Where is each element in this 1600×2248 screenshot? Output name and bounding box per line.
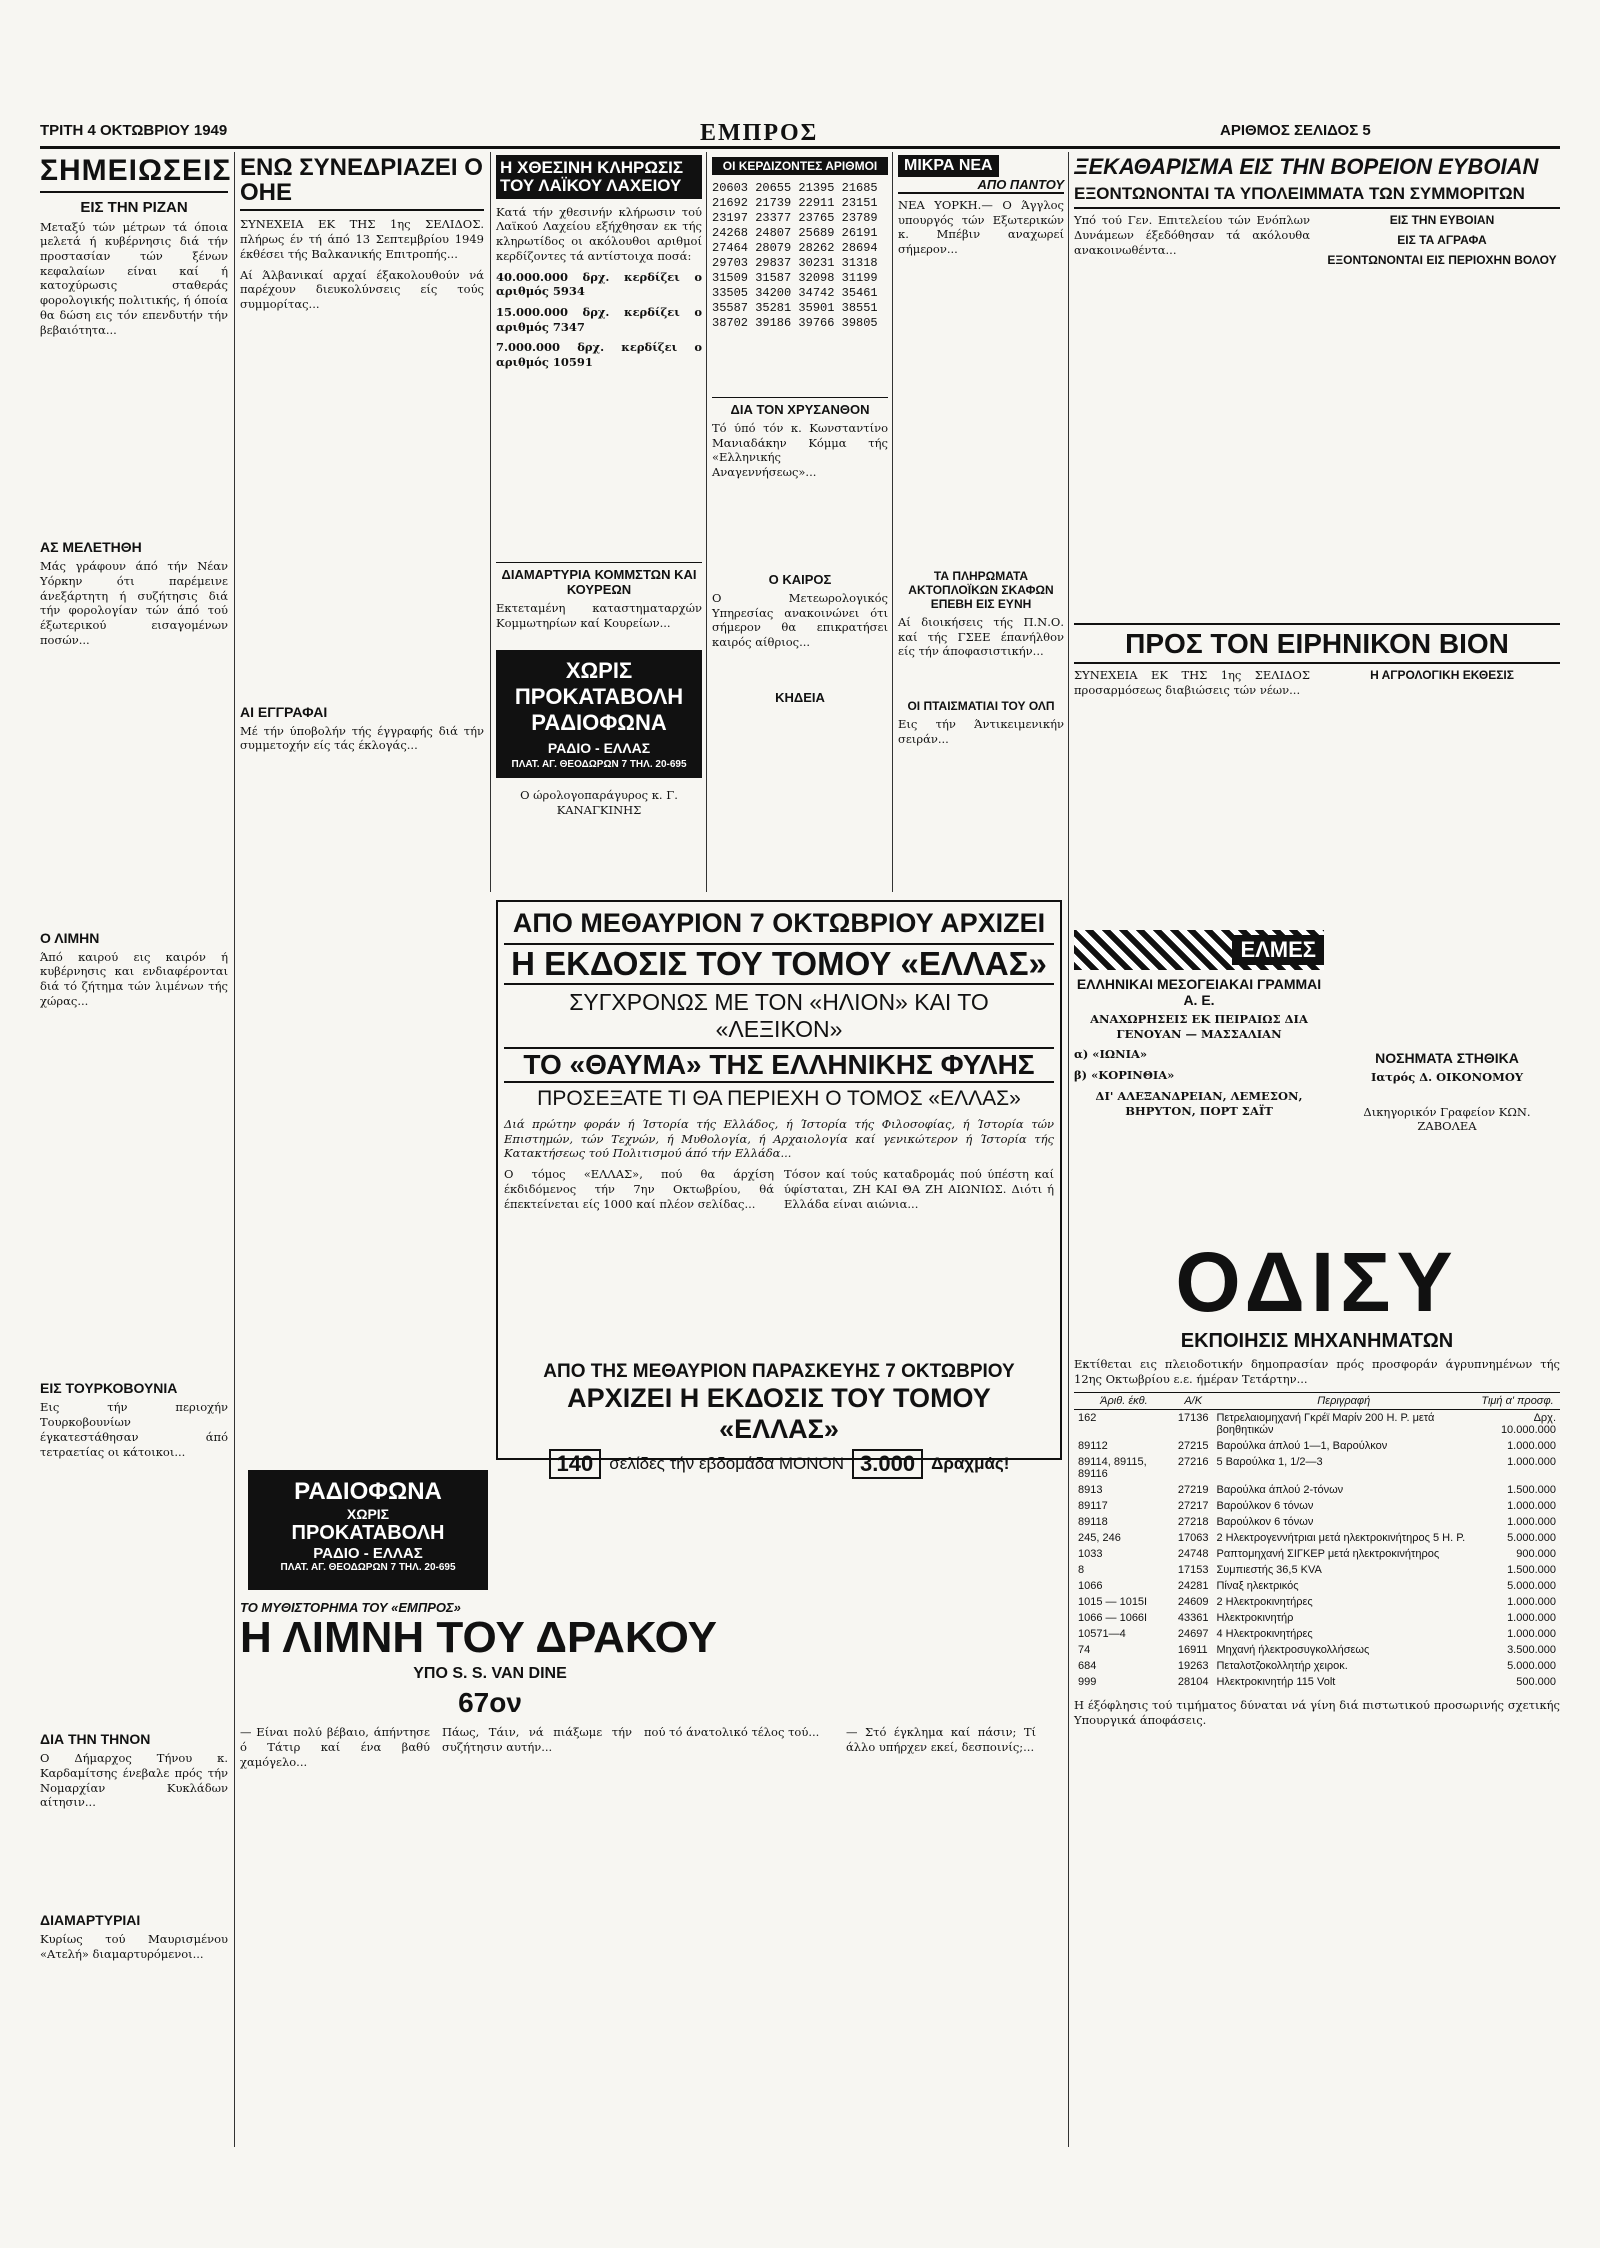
odisy-table-row <box>1074 1610 1560 1626</box>
odisy-table-header: Τιμή α' προσφ. <box>1475 1393 1560 1410</box>
odisy-table-cell: 1066 — 1066Ι <box>1078 1612 1148 1625</box>
odisy-table-cell: 16911 <box>1177 1644 1208 1657</box>
notes-text-1: Μεταξύ τών μέτρων τά όποια μελετά ή κυβέρνησις διά τήν προστασίαν τών ξένων κεφαλαίων είναι καί ή κατοχύρωσις σταθεράς φορολογικής πολιτικής, ή όποία θα δώση εις τόν επενδυτήν τήν βεβαιότητα... <box>40 219 228 337</box>
short-news-text-1: ΝΕΑ ΥΟΡΚΗ.— Ο Άγγλος υπουργός τών Εξωτερικών κ. Μπέβιν αναχωρεί σήμερον... <box>898 198 1064 257</box>
notes-title: ΣΗΜΕΙΩΣΕΙΣ <box>40 155 228 193</box>
odisy-table-cell: 1.000.000 <box>1507 1456 1556 1469</box>
clinic-doctor: Ιατρός Δ. ΟΙΚΟΝΟΜΟΥ <box>1370 1070 1524 1084</box>
un-sub: ΑΙ ΕΓΓΡΑΦΑΙ <box>240 703 328 720</box>
odisy-table-cell: 684 <box>1078 1660 1097 1673</box>
short-news-title: ΜΙΚΡΑ ΝΕΑ <box>898 155 999 177</box>
elmes-ship-2: β) «ΚΟΡΙΝΘΙΑ» <box>1074 1068 1175 1083</box>
odisy-table-row <box>1074 1454 1560 1482</box>
numbers-column <box>712 155 888 895</box>
un-text-3: Μέ τήν ύποβολήν τής έγγραφής διά τήν συμμετοχήν είς τάς έκλογάς... <box>240 723 484 753</box>
novel-text-1: — Είναι πολύ βέβαιο, άπήντησε ό Τάτιρ καί ένα βαθύ χαμόγελο... <box>240 1725 430 1769</box>
odisy-table-row <box>1074 1642 1560 1658</box>
odisy-table-cell: 1.000.000 <box>1507 1628 1556 1641</box>
radio-ad-small <box>496 650 702 778</box>
odisy-table <box>1074 1392 1560 1690</box>
notes-filler <box>40 1014 228 1374</box>
odisy-table-row <box>1074 1498 1560 1514</box>
odisy-table-cell: 1.000.000 <box>1507 1612 1556 1625</box>
promo-intro: Διά πρώτην φοράν ή Ίστορία τής Ελλάδος, ή Ίστορία τής Φιλοσοφίας, ή Ίστορία τών Επιστημών, τών Τεχνών, ή Μυθολογία, ή Αρχαιολογία καί γενικώτερον ή Ίστορία τής Κατακτήσεως τού Πολιτισμού άπό τήν Ελλάδα... <box>504 1117 1054 1161</box>
notes-filler <box>40 654 228 924</box>
odisy-table-cell: 1.000.000 <box>1507 1500 1556 1513</box>
evia-sub-3: ΕΙΣ ΤΑ ΑΓΡΑΦΑ <box>1397 233 1487 248</box>
odisy-table-cell: 24697 <box>1177 1628 1209 1641</box>
odisy-table-cell: Βαρούλκον 6 τόνων <box>1216 1516 1314 1529</box>
masthead-paper-name: ΕΜΠΡΟΣ <box>700 120 819 146</box>
lottery-headline: Η ΧΘΕΣΙΝΗ ΚΛΗΡΩΣΙΣ ΤΟΥ ΛΑΪΚΟΥ ΛΑΧΕΙΟΥ <box>496 155 702 199</box>
odisy-table-cell: 4 Ηλεκτροκινητήρες <box>1216 1628 1313 1641</box>
radio-ad-small-line-3: ΠΛΑΤ. ΑΓ. ΘΕΟΔΩΡΩΝ 7 ΤΗΛ. 20-695 <box>511 759 687 771</box>
odisy-title: ΟΔΙΣΥ <box>1175 1235 1459 1329</box>
law-office: Δικηγορικόν Γραφείον ΚΩΝ. ΖΑΒΟΛΕΑ <box>1363 1104 1531 1134</box>
odisy-table-cell: 27218 <box>1177 1516 1209 1529</box>
evia-body <box>1074 213 1560 623</box>
promo-col-a: Ο τόμος «ΕΛΛΑΣ», πού θα άρχίση έκδιδόμενος τήν 7ην Οκτωβρίου, θά έπεκτείνεται είς 1000 καί πλέον σελίδας... <box>504 1167 774 1211</box>
lottery-prize-2: 15.000.000 δρχ. κερδίζει ο αριθμός 7347 <box>496 305 702 334</box>
odisy-intro: Εκτίθεται εις πλειοδοτικήν δημοπρασίαν πρός προσφοράν άγρυπνημένων τής 12ης Οκτωβρίου ε.ε. ήμέραν Τετάρτην... <box>1074 1357 1560 1386</box>
odisy-table-row <box>1074 1410 1560 1439</box>
odisy-table-cell: 1033 <box>1078 1548 1103 1561</box>
un-article <box>240 155 484 895</box>
promo-line-4: ΤΟ «ΘΑΥΜΑ» ΤΗΣ ΕΛΛΗΝΙΚΗΣ ΦΥΛΗΣ <box>504 1047 1054 1083</box>
numbers-filler <box>712 331 888 391</box>
odisy-table-cell: 162 <box>1078 1412 1097 1425</box>
elmes-route-1: ΑΝΑΧΩΡΗΣΕΙΣ ΕΚ ΠΕΙΡΑΙΩΣ ΔΙΑ ΓΕΝΟΥΑΝ — ΜΑΣΣΑΛΙΑΝ <box>1090 1012 1308 1041</box>
odisy-table-cell: 5.000.000 <box>1507 1532 1556 1545</box>
odisy-table-cell: 3.500.000 <box>1507 1644 1556 1657</box>
chrysanthos-text: Τό ύπό τόν κ. Κωνσταντίνο Μανιαδάκην Κόμμα τής «Ελληνικής Αναγεννήσεως»... <box>712 421 888 480</box>
column-divider <box>234 152 235 2147</box>
odisy-table-header: Περιγραφή <box>1212 1393 1475 1410</box>
elmes-logo-text: ΕΛΜΕΣ <box>1232 935 1324 965</box>
odisy-table-cell: Δρχ. 10.000.000 <box>1500 1412 1556 1437</box>
odisy-table-cell: 245, 246 <box>1078 1532 1121 1545</box>
novel-section <box>240 1600 1066 2145</box>
lottery-prize-3: 7.000.000 δρχ. κερδίζει ο αριθμός 10591 <box>496 340 702 370</box>
novel-body <box>240 1725 1066 1775</box>
numbers-title: ΟΙ ΚΕΡΔΙΖΟΝΤΕΣ ΑΡΙΘΜΟΙ <box>712 157 888 175</box>
odisy-table-row <box>1074 1546 1560 1562</box>
promo-pages-text: σελίδες τήν εβδομάδα ΜΟΝΟΝ <box>609 1454 845 1474</box>
odisy-table-cell: 8 <box>1078 1564 1085 1577</box>
un-headline: ΕΝΩ ΣΥΝΕΔΡΙΑΖΕΙ Ο ΟΗΕ <box>240 155 484 211</box>
column-divider <box>892 152 893 892</box>
novel-label: ΤΟ ΜΥΘΙΣΤΟΡΗΜΑ ΤΟΥ «ΕΜΠΡΟΣ» <box>240 1600 461 1615</box>
notes-sub-6: ΔΙΑΜΑΡΤΥΡΙΑΙ <box>40 1912 141 1929</box>
peace-headline: ΠΡΟΣ ΤΟΝ ΕΙΡΗΝΙΚΟΝ ΒΙΟΝ <box>1074 623 1560 664</box>
odisy-table-cell: Μηχανή ήλεκτροσυγκολλήσεως <box>1216 1644 1370 1657</box>
masthead-date: ΤΡΙΤΗ 4 ΟΚΤΩΒΡΙΟΥ 1949 <box>40 122 228 139</box>
elmes-logo <box>1074 930 1324 970</box>
peace-body <box>1074 668 1560 697</box>
odisy-table-row <box>1074 1482 1560 1498</box>
notes-text-6: Κυρίως τού Μαυρισμένου «Ατελή» διαμαρτυρόμενοι... <box>40 1932 228 1961</box>
barbers-text: Εκτεταμένη καταστηματαρχών Κομμωτηρίων καί Κουρείων... <box>496 600 702 630</box>
numbers-row: 27464 28079 28262 28694 <box>712 241 878 255</box>
jeweler-notice: Ο ώρολογοπαράγυρος κ. Γ. ΚΑΝΑΓΚΙΝΗΣ <box>520 788 678 818</box>
column-divider <box>1068 152 1069 2147</box>
odisy-table-header: Α/Κ <box>1174 1393 1213 1410</box>
crews-text: Αί διοικήσεις τής Π.Ν.Ο. καί τής ΓΣΕΕ έπανήλθον είς τήν άποφασιστικήν... <box>898 614 1064 659</box>
promo-price: 3.000 <box>852 1449 923 1479</box>
elmes-ad <box>1074 930 1560 1230</box>
odisy-subtitle: ΕΚΠΟΙΗΣΙΣ ΜΗΧΑΝΗΜΑΤΩΝ <box>1180 1330 1454 1352</box>
odisy-table-cell: 27215 <box>1177 1440 1209 1453</box>
olp-headline: ΟΙ ΠΤΑΙΣΜΑΤΙΑΙ ΤΟΥ ΟΛΠ <box>907 699 1055 714</box>
notes-filler <box>40 343 228 533</box>
short-news-filler <box>898 263 1064 563</box>
odisy-table-cell: Πίναξ ηλεκτρικός <box>1216 1580 1299 1593</box>
weather-text: Ο Μετεωρολογικός Υπηρεσίας ανακοινώνει ότι σήμερον θα επικρατήσει καιρός αίθριος... <box>712 590 888 650</box>
radio-ad-line-3: ΠΡΟΚΑΤΑΒΟΛΗ <box>291 1522 445 1544</box>
numbers-row: 24268 24807 25689 26191 <box>712 226 878 240</box>
un-filler <box>240 318 484 698</box>
odisy-table-cell: 43361 <box>1177 1612 1209 1625</box>
column-divider <box>490 152 491 892</box>
promo-line-1: ΑΠΟ ΜΕΘΑΥΡΙΟΝ 7 ΟΚΤΩΒΡΙΟΥ ΑΡΧΙΖΕΙ <box>512 908 1046 938</box>
numbers-row: 23197 23377 23765 23789 <box>712 211 878 225</box>
promo-body <box>504 1167 1054 1357</box>
odisy-table-cell: 17136 <box>1177 1412 1209 1425</box>
odisy-table-cell: 89117 <box>1078 1500 1108 1513</box>
novel-text-4: — Στό έγκλημα καί πάσιν; Τί άλλο υπήρχεν εκεί, δεσποινίς;... <box>846 1725 1036 1754</box>
odisy-table-cell: Συμπιεστής 36,5 KVA <box>1216 1564 1322 1577</box>
odisy-table-cell: Ηλεκτροκινητήρ <box>1216 1612 1294 1625</box>
un-text-2: Αί Άλβανικαί αρχαί έξακολουθούν νά παρέχουν διευκολύνσεις είς τούς συμμορίτας... <box>240 267 484 311</box>
odisy-table-cell: 2 Ηλεκτρογεννήτριαι μετά ηλεκτροκινήτηρος 5 Η. Ρ. <box>1216 1532 1466 1545</box>
numbers-row: 21692 21739 22911 23151 <box>712 196 878 210</box>
numbers-row: 33505 34200 34742 35461 <box>712 286 878 300</box>
odisy-table-cell: 89112 <box>1078 1440 1108 1453</box>
radio-ad-line-4: ΡΑΔΙΟ - ΕΛΛΑΣ <box>313 1545 423 1562</box>
notes-sub-4: ΕΙΣ ΤΟΥΡΚΟΒΟΥΝΙΑ <box>40 1380 178 1397</box>
un-text-1: ΣΥΝΕΧΕΙΑ ΕΚ ΤΗΣ 1ης ΣΕΛΙΔΟΣ. πλήρως έν τή άπό 13 Σεπτεμβρίου 1949 έκθέσει τής Βαλκανικής Επιτροπής... <box>240 217 484 261</box>
odisy-table-row <box>1074 1562 1560 1578</box>
elmes-name: ΕΛΛΗΝΙΚΑΙ ΜΕΣΟΓΕΙΑΚΑΙ ΓΡΑΜΜΑΙ Α. Ε. <box>1076 976 1322 1008</box>
notes-column <box>40 154 232 2145</box>
peace-sub: Η ΑΓΡΟΛΟΓΙΚΗ ΕΚΘΕΣΙΣ <box>1370 668 1514 683</box>
numbers-row: 31509 31587 32098 31199 <box>712 271 878 285</box>
column-divider <box>706 152 707 892</box>
odisy-table-row <box>1074 1674 1560 1690</box>
odisy-table-cell: 17153 <box>1177 1564 1209 1577</box>
promo-line-2: Η ΕΚΔΟΣΙΣ ΤΟΥ ΤΟΜΟΥ «ΕΛΛΑΣ» <box>504 943 1054 985</box>
odisy-ad <box>1074 1235 1560 2145</box>
odisy-table-cell: Πεταλοτζοκολλητήρ χειροκ. <box>1216 1660 1348 1673</box>
odisy-table-row <box>1074 1514 1560 1530</box>
notes-text-4: Εις τήν περιοχήν Τουρκοβουνίων έγκατεστάθησαν άπό τετραετίας οι κάτοικοι... <box>40 1400 228 1459</box>
odisy-table-cell: 27216 <box>1177 1456 1209 1469</box>
short-news-column <box>898 155 1064 895</box>
odisy-table-cell: 999 <box>1078 1676 1097 1689</box>
promo-line-3: ΣΥΓΧΡΟΝΩΣ ΜΕ ΤΟΝ «ΗΛΙΟΝ» ΚΑΙ ΤΟ «ΛΕΞΙΚΟΝ» <box>569 989 989 1042</box>
radio-ad-small-line-2: ΡΑΔΙΟ - ΕΛΛΑΣ <box>547 740 651 757</box>
numbers-row: 38702 39186 39766 39805 <box>712 316 878 330</box>
short-news-sub: ΑΠΟ ΠΑΝΤΟΥ <box>898 177 1064 194</box>
odisy-table-row <box>1074 1658 1560 1674</box>
odisy-table-cell: 8913 <box>1078 1484 1103 1497</box>
evia-article <box>1074 155 1560 925</box>
numbers-row: 29703 29837 30231 31318 <box>712 256 878 270</box>
elmes-ship-1: α) «ΙΩΝΙΑ» <box>1074 1047 1148 1062</box>
promo-col-b: Τόσον καί τούς καταδρομάς πού ύπέστη καί ύφίσταται, ΖΗ ΚΑΙ ΘΑ ΖΗ ΑΙΩΝΙΩΣ. Διότι ή Ελλάδα είναι αιώνια... <box>784 1167 1054 1211</box>
notes-sub-5: ΔΙΑ ΤΗΝ ΤΗΝΟΝ <box>40 1731 151 1748</box>
notes-sub-1: ΕΙΣ ΤΗΝ ΡΙΖΑΝ <box>80 198 188 216</box>
novel-episode: 67ον <box>458 1687 522 1719</box>
odisy-table-cell: 1015 — 1015Ι <box>1078 1596 1148 1609</box>
radio-ad-large <box>248 1470 488 1590</box>
odisy-table-cell: 5.000.000 <box>1507 1580 1556 1593</box>
odisy-table-cell: 1.000.000 <box>1507 1516 1556 1529</box>
notes-filler <box>40 1816 228 1906</box>
odisy-footer: Η έξόφλησις τού τιμήματος δύναται νά γίνη διά πιστωτικού προσωρινής σχετικής Υπουργικά άποφάσεις. <box>1074 1698 1560 1728</box>
radio-ad-line-2: ΧΩΡΙΣ <box>346 1506 390 1522</box>
promo-price-text: Δραχμάς! <box>931 1454 1010 1474</box>
odisy-table-cell: 27219 <box>1177 1484 1209 1497</box>
odisy-table-cell: 27217 <box>1177 1500 1209 1513</box>
notes-filler <box>40 1465 228 1725</box>
odisy-table-cell: 1.500.000 <box>1507 1564 1556 1577</box>
odisy-table-cell: 89118 <box>1078 1516 1108 1529</box>
odisy-table-row <box>1074 1578 1560 1594</box>
odisy-table-cell: 24281 <box>1177 1580 1209 1593</box>
odisy-table-cell: 1066 <box>1078 1580 1103 1593</box>
barbers-headline: ΔΙΑΜΑΡΤΥΡΙΑ ΚΟΜΜΣΤΩΝ ΚΑΙ ΚΟΥΡΕΩΝ <box>496 562 702 597</box>
evia-subheadline: ΕΞΟΝΤΩΝΟΝΤΑΙ ΤΑ ΥΠΟΛΕΙΜΜΑΤΑ ΤΩΝ ΣΥΜΜΟΡΙΤΩΝ <box>1074 184 1560 209</box>
numbers-filler <box>712 486 888 566</box>
crews-headline: ΤΑ ΠΛΗΡΩΜΑΤΑ ΑΚΤΟΠΛΟΪΚΩΝ ΣΚΑΦΩΝ ΕΠΕΒΗ ΕΙΣ ΕΥΝΗ <box>908 568 1054 611</box>
notes-sub-2: ΑΣ ΜΕΛΕΤΗΘΗ <box>40 539 142 556</box>
radio-ad-line-5: ΠΛΑΤ. ΑΓ. ΘΕΟΔΩΡΩΝ 7 ΤΗΛ. 20-695 <box>280 1562 456 1573</box>
elmes-route-2: ΔΙ' ΑΛΕΞΑΝΔΡΕΙΑΝ, ΛΕΜΕΣΟΝ, ΒΗΡΥΤΟΝ, ΠΟΡΤ ΣΑΪΤ <box>1095 1088 1303 1118</box>
evia-headline: ΞΕΚΑΘΑΡΙΣΜΑ ΕΙΣ ΤΗΝ ΒΟΡΕΙΟΝ ΕΥΒΟΙΑΝ <box>1074 154 1539 179</box>
promo-line-6: ΑΠΟ ΤΗΣ ΜΕΘΑΥΡΙΟΝ ΠΑΡΑΣΚΕΥΗΣ 7 ΟΚΤΩΒΡΙΟΥ <box>543 1361 1015 1383</box>
odisy-table-row <box>1074 1626 1560 1642</box>
odisy-table-cell: Βαρούλκα άπλού 2-τόνων <box>1216 1484 1344 1497</box>
lottery-intro: Κατά τήν χθεσινήν κλήρωσιν τού Λαϊκού Λαχείου εξήχθησαν εκ τής κληρωτίδος οι ακόλουθοι αριθμοί κερδίζοντες τά αντίστοιχα ποσά: <box>496 204 702 263</box>
odisy-table-cell: Ραπτομηχανή ΣΙΓΚΕΡ μετά ηλεκτροκινήτηρος <box>1216 1548 1440 1561</box>
evia-sub-4: ΕΞΟΝΤΩΝΟΝΤΑΙ ΕΙΣ ΠΕΡΙΟΧΗΝ ΒΟΛΟΥ <box>1327 253 1557 268</box>
clinic-title: ΝΟΣΗΜΑΤΑ ΣΤΗΘΙΚΑ <box>1375 1050 1519 1066</box>
masthead <box>0 120 1600 146</box>
odisy-table-cell: Βαρούλκα άπλού 1—1, Βαρούλκον <box>1216 1440 1388 1453</box>
odisy-table-header: Άριθ. έκθ. <box>1074 1393 1174 1410</box>
odisy-table-cell: 17063 <box>1177 1532 1209 1545</box>
odisy-table-cell: 74 <box>1078 1644 1091 1657</box>
odisy-table-cell: 24748 <box>1177 1548 1209 1561</box>
odisy-table-cell: Πετρελαιομηχανή Γκρέϊ Μαρίν 200 Η. Ρ. μετά βοηθητικών <box>1216 1412 1435 1437</box>
odisy-table-cell: 1.500.000 <box>1507 1484 1556 1497</box>
chrysanthos-headline: ΔΙΑ ΤΟΝ ΧΡΥΣΑΝΘΟΝ <box>712 397 888 417</box>
radio-ad-small-line-1: ΧΩΡΙΣ ΠΡΟΚΑΤΑΒΟΛΗ ΡΑΔΙΟΦΩΝΑ <box>514 658 684 736</box>
odisy-table-row <box>1074 1530 1560 1546</box>
odisy-table-cell: Ηλεκτροκινητήρ 115 Volt <box>1216 1676 1336 1689</box>
numbers-row: 35587 35281 35901 38551 <box>712 301 878 315</box>
odisy-table-cell: 2 Ηλεκτροκινητήρες <box>1216 1596 1313 1609</box>
evia-text-1: Υπό τού Γεν. Επιτελείου τών Ενόπλων Δυνάμεων έξεδόθησαν τά ακόλουθα ανακοινωθέντα... <box>1074 213 1310 257</box>
odisy-table-cell: 500.000 <box>1516 1676 1556 1689</box>
weather-headline: Ο ΚΑΙΡΟΣ <box>768 571 832 587</box>
promo-line-7: ΑΡΧΙΖΕΙ Η ΕΚΔΟΣΙΣ ΤΟΥ ΤΟΜΟΥ «ΕΛΛΑΣ» <box>567 1383 991 1445</box>
odisy-table-cell: 1.000.000 <box>1507 1596 1556 1609</box>
masthead-rule <box>40 146 1560 149</box>
funeral-headline: ΚΗΔΕΙΑ <box>775 689 825 705</box>
olp-text: Εις τήν Άντικειμενικήν σειράν... <box>898 717 1064 746</box>
odisy-table-cell: 28104 <box>1177 1676 1209 1689</box>
odisy-table-cell: Βαρούλκον 6 τόνων <box>1216 1500 1314 1513</box>
notes-text-2: Μάς γράφουν άπό τήν Νέαν Υόρκην ότι παρέμεινε άνεξάρτητη ή συζήτησις διά τήν φορολογίαν τών άπό τού έξωτερικού εισαγομένων ποσών... <box>40 559 228 647</box>
novel-text-3: πού τό άνατολικό τέλος τού... <box>644 1725 820 1740</box>
odisy-table-cell: 24609 <box>1177 1596 1209 1609</box>
novel-author: ΥΠΟ S. S. VAN DINE <box>413 1665 567 1683</box>
lottery-prize-1: 40.000.000 δρχ. κερδίζει ο αριθμός 5934 <box>496 269 702 299</box>
odisy-table-cell: 89114, 89115, 89116 <box>1078 1456 1147 1481</box>
radio-ad-line-1: ΡΑΔΙΟΦΩΝΑ <box>294 1478 442 1505</box>
odisy-table-cell: 5.000.000 <box>1507 1660 1556 1673</box>
notes-text-5: Ο Δήμαρχος Τήνου κ. Καρδαμίτσης ένεβαλε πρός τήν Νομαρχίαν Κυκλάδων αίτησιν... <box>40 1751 228 1810</box>
peace-text: ΣΥΝΕΧΕΙΑ ΕΚ ΤΗΣ 1ης ΣΕΛΙΔΟΣ προσαρμόσεως διαβιώσεις τών νέων... <box>1074 668 1310 698</box>
notes-sub-3: Ο ΛΙΜΗΝ <box>40 929 100 946</box>
ellas-promo <box>496 900 1062 1477</box>
odisy-table-cell: 19263 <box>1177 1660 1209 1673</box>
lottery-article <box>496 155 702 895</box>
lottery-filler <box>496 376 702 556</box>
notes-text-3: Άπό καιρού εις καιρόν ή κυβέρνησις και ενδιαφέρονται διά τό ζήτημα τών λιμένων τής χώρας... <box>40 949 228 1008</box>
novel-title: Η ΛΙΜΝΗ ΤΟΥ ΔΡΑΚΟΥ <box>240 1613 717 1662</box>
numbers-row: 20603 20655 21395 21685 <box>712 181 878 195</box>
novel-text-2: Πάως, Τάιν, νά πιάξωμε τήν συζήτησιν αυτήν... <box>442 1725 632 1754</box>
odisy-table-row <box>1074 1438 1560 1454</box>
evia-sub-2: ΕΙΣ ΤΗΝ ΕΥΒΟΙΑΝ <box>1389 213 1495 228</box>
promo-line-5: ΠΡΟΣΕΞΑΤΕ ΤΙ ΘΑ ΠΕΡΙΕΧΗ Ο ΤΟΜΟΣ «ΕΛΛΑΣ» <box>537 1087 1021 1110</box>
odisy-table-row <box>1074 1594 1560 1610</box>
masthead-page-number: ΑΡΙΘΜΟΣ ΣΕΛΙΔΟΣ 5 <box>1220 122 1371 139</box>
odisy-table-cell: 5 Βαρούλκα 1, 1/2—3 <box>1216 1456 1323 1469</box>
odisy-table-cell: 1.000.000 <box>1507 1440 1556 1453</box>
promo-price-line <box>504 1449 1054 1479</box>
odisy-table-cell: 10571—4 <box>1078 1628 1126 1641</box>
numbers-table <box>712 181 888 331</box>
odisy-table-cell: 900.000 <box>1516 1548 1556 1561</box>
promo-pages: 140 <box>549 1449 602 1479</box>
